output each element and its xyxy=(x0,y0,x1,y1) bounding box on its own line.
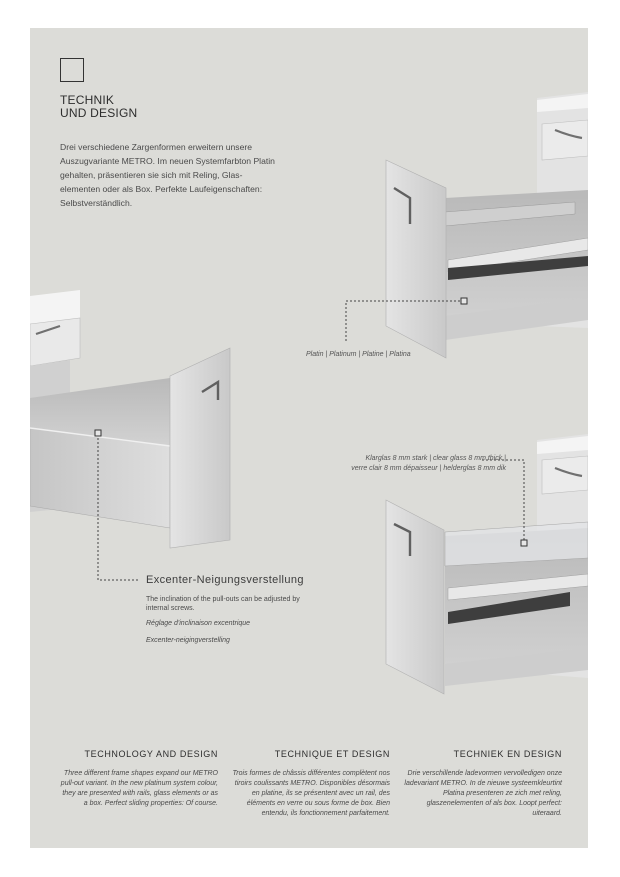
excenter-text-nl: Excenter-neigingverstelling xyxy=(146,637,230,644)
excenter-title: Excenter-Neigungsverstellung xyxy=(146,574,304,586)
column-body-fr: Trois formes de châssis différentes complètent nos tiroirs coulissants METRO. Disponibles désormais en platine, ils se présentent avec un rail, des éléments en verre ou sous forme de box. Bien entendu, ils fonctionnement parfaitement. xyxy=(232,770,390,817)
column-title-fr: TECHNIQUE ET DESIGN xyxy=(274,749,390,759)
intro-text: Drei verschiedene Zargenformen erweitern unsere Auszugvariante METRO. Im neuen Systemfarbton Platin gehalten, präsentieren sie sich mit Reling, Glas-elementen oder als Box. Perfekte Laufeigenschaften: Selbstverständlich. xyxy=(60,142,275,208)
title-line-2: UND DESIGN xyxy=(60,106,138,120)
column-body-nl: Drie verschillende ladevormen vervolledigen onze ladevariant METRO. In de nieuwe systeemkleurtint Platina presenteren ze zich met reling, glaszenelementen of als box. Loopt perfect: uiteraard. xyxy=(404,770,562,817)
callout-marker-icon xyxy=(521,540,527,546)
drawer-excenter-illustration xyxy=(30,290,230,548)
column-title-nl: TECHNIEK EN DESIGN xyxy=(453,749,562,759)
title-line-1: TECHNIK xyxy=(60,93,115,107)
glass-caption-line-1: Klarglas 8 mm stark | clear glass 8 mm thick | xyxy=(365,455,506,462)
callout-marker-icon xyxy=(95,430,101,436)
column-title-en: TECHNOLOGY AND DESIGN xyxy=(84,749,218,759)
platin-caption: Platin | Platinum | Platine | Platina xyxy=(306,351,411,358)
drawer-platin-illustration xyxy=(386,92,588,358)
column-body-en: Three different frame shapes expand our METRO pull-out variant. In the new platinum system colour, they are presented with rails, glass elements or as a box. Perfect sliding properties: Of course. xyxy=(60,770,218,807)
glass-caption-line-2: verre clair 8 mm dépaisseur | helderglas 8 mm dik xyxy=(351,465,506,472)
excenter-text-en: The inclination of the pull-outs can be adjusted by internal screws. xyxy=(146,596,300,612)
brochure-page xyxy=(30,28,588,848)
callout-marker-icon xyxy=(461,298,467,304)
glass-caption xyxy=(306,454,506,474)
drawer-illustrations xyxy=(30,28,588,848)
excenter-text-fr: Réglage d'inclinaison excentrique xyxy=(146,620,251,627)
